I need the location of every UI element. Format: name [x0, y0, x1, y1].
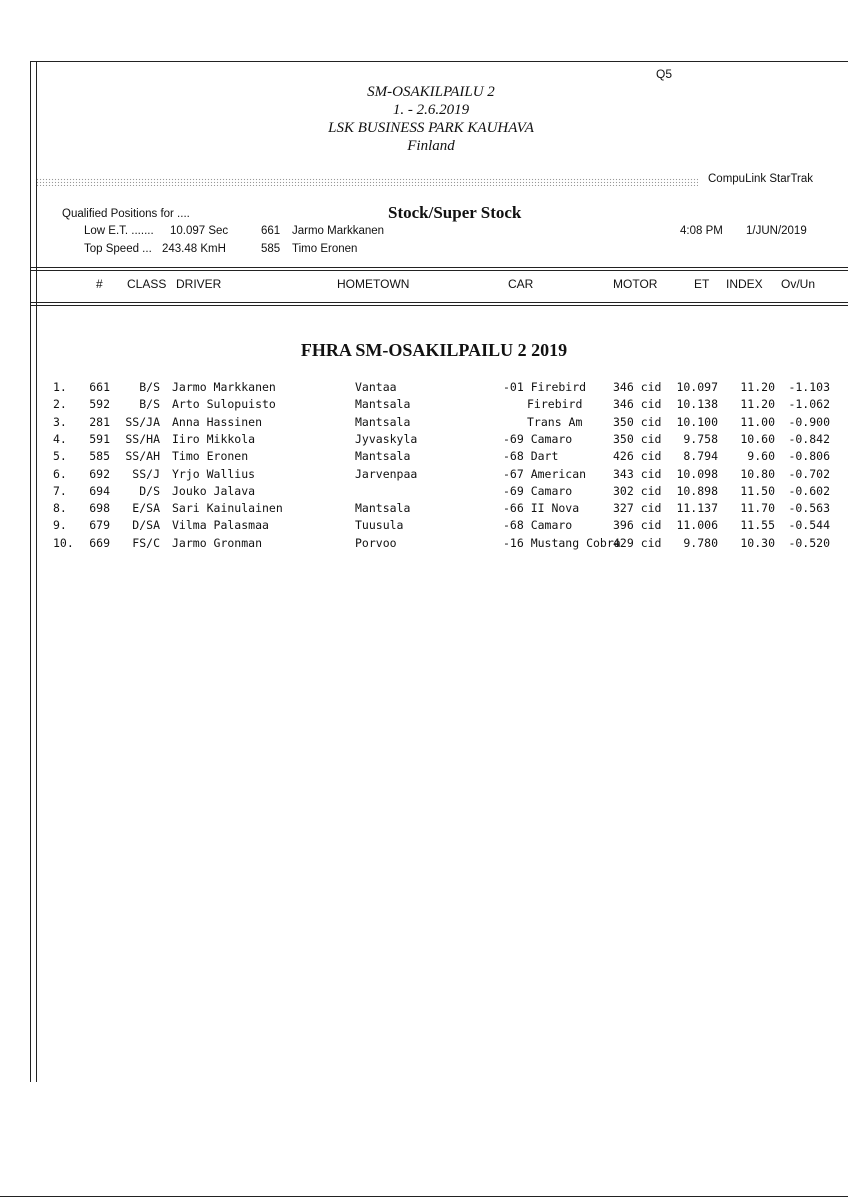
cell-car: Trans Am — [527, 414, 583, 429]
cell-motor: 302 cid — [613, 483, 662, 498]
cell-car: -68 Camaro — [503, 518, 573, 533]
cell-number: 591 — [89, 431, 110, 446]
cell-hometown: Jarvenpaa — [355, 466, 418, 481]
cell-number: 679 — [89, 518, 110, 533]
cell-number: 669 — [89, 535, 110, 550]
cell-ovun: -0.806 — [788, 449, 830, 464]
cell-position: 10. — [53, 535, 74, 550]
table-row — [0, 518, 848, 535]
cell-et: 10.138 — [676, 397, 718, 412]
col-number: # — [96, 277, 103, 291]
cell-position: 6. — [53, 466, 67, 481]
low-et-value: 10.097 Sec — [170, 225, 229, 237]
cell-class: SS/JA — [125, 414, 160, 429]
cell-hometown: Mantsala — [355, 449, 411, 464]
bottom-border — [0, 1196, 848, 1197]
cell-motor: 350 cid — [613, 431, 662, 446]
category-title: Stock/Super Stock — [388, 203, 522, 222]
cell-car: -69 Camaro — [503, 483, 573, 498]
table-row — [0, 415, 848, 432]
col-hometown: HOMETOWN — [337, 277, 410, 291]
cell-motor: 346 cid — [613, 397, 662, 412]
top-speed-label: Top Speed ... — [84, 243, 152, 255]
col-driver: DRIVER — [176, 277, 222, 291]
col-car: CAR — [508, 277, 534, 291]
cell-number: 698 — [89, 501, 110, 516]
cell-hometown: Mantsala — [355, 414, 411, 429]
cell-ovun: -0.900 — [788, 414, 830, 429]
cell-index: 11.20 — [740, 397, 775, 412]
cell-motor: 346 cid — [613, 380, 662, 394]
system-label: CompuLink StarTrak — [708, 173, 814, 185]
cell-position: 2. — [53, 397, 67, 412]
cell-ovun: -0.563 — [788, 501, 830, 516]
col-index: INDEX — [726, 277, 763, 291]
cell-index: 9.60 — [747, 449, 775, 464]
cell-motor: 343 cid — [613, 466, 662, 481]
cell-position: 3. — [53, 414, 67, 429]
cell-position: 1. — [53, 380, 67, 394]
cell-class: FS/C — [132, 535, 160, 550]
cell-position: 7. — [53, 483, 67, 498]
cell-driver: Jouko Jalava — [172, 483, 256, 498]
table-row — [0, 432, 848, 449]
cell-car: -67 American — [503, 466, 587, 481]
cell-class: B/S — [139, 380, 160, 394]
cell-car: -16 Mustang Cobra — [503, 535, 621, 550]
cell-class: SS/AH — [125, 449, 160, 464]
cell-index: 11.50 — [740, 483, 775, 498]
cell-car: -68 Dart — [503, 449, 559, 464]
report-time: 4:08 PM — [680, 225, 723, 237]
cell-et: 10.098 — [676, 466, 718, 481]
event-dates: 1. - 2.6.2019 — [392, 102, 470, 118]
header-rule-top — [30, 267, 848, 268]
cell-index: 10.30 — [740, 535, 775, 550]
cell-position: 4. — [53, 431, 67, 446]
event-venue: LSK BUSINESS PARK KAUHAVA — [328, 120, 534, 136]
cell-driver: Vilma Palasmaa — [172, 518, 269, 533]
cell-driver: Jarmo Gronman — [172, 535, 263, 550]
cell-class: D/SA — [132, 518, 160, 533]
cell-et: 8.794 — [683, 449, 718, 464]
cell-index: 11.55 — [740, 518, 775, 533]
col-class: CLASS — [127, 277, 167, 291]
cell-class: B/S — [139, 397, 160, 412]
table-row — [0, 501, 848, 518]
table-row — [0, 536, 848, 553]
cell-hometown: Tuusula — [355, 518, 404, 533]
cell-hometown: Mantsala — [355, 501, 411, 516]
cell-hometown: Porvoo — [355, 535, 397, 550]
low-et-driver: Jarmo Markkanen — [292, 225, 385, 237]
cell-class: SS/HA — [125, 431, 160, 446]
event-country: Finland — [407, 138, 455, 154]
cell-ovun: -1.103 — [788, 380, 830, 394]
qualified-label: Qualified Positions for .... — [62, 208, 190, 220]
table-row — [0, 380, 848, 397]
low-et-number: 661 — [261, 225, 281, 237]
cell-motor: 426 cid — [613, 449, 662, 464]
cell-ovun: -0.544 — [788, 518, 830, 533]
inner-left-border — [36, 62, 37, 1082]
header-rule-bottom-2 — [30, 305, 848, 306]
cell-et: 11.006 — [676, 518, 718, 533]
event-header — [0, 83, 848, 155]
cell-position: 5. — [53, 449, 67, 464]
cell-hometown: Jyvaskyla — [355, 431, 418, 446]
cell-index: 11.00 — [740, 414, 775, 429]
top-speed-number: 585 — [261, 243, 281, 255]
cell-car: Firebird — [527, 397, 583, 412]
event-title: SM-OSAKILPAILU 2 — [367, 84, 495, 100]
results-title: FHRA SM-OSAKILPAILU 2 2019 — [300, 340, 568, 360]
cell-number: 585 — [89, 449, 110, 464]
cell-number: 661 — [89, 380, 110, 394]
cell-et: 10.097 — [676, 380, 718, 394]
cell-motor: 327 cid — [613, 501, 662, 516]
col-ovun: Ov/Un — [781, 277, 816, 291]
cell-car: -01 Firebird — [503, 380, 587, 394]
header-rule-top-2 — [30, 270, 848, 271]
cell-ovun: -0.842 — [788, 431, 830, 446]
cell-index: 10.60 — [740, 431, 775, 446]
cell-et: 9.780 — [683, 535, 718, 550]
col-et: ET — [694, 277, 710, 291]
cell-car: -69 Camaro — [503, 431, 573, 446]
outer-left-border — [30, 62, 31, 1082]
cell-class: E/SA — [132, 501, 160, 516]
cell-index: 11.20 — [740, 380, 775, 394]
cell-position: 9. — [53, 518, 67, 533]
cell-driver: Sari Kainulainen — [172, 501, 283, 516]
cell-ovun: -1.062 — [788, 397, 830, 412]
cell-number: 281 — [89, 414, 110, 429]
cell-motor: 396 cid — [613, 518, 662, 533]
cell-hometown: Mantsala — [355, 397, 411, 412]
cell-hometown: Vantaa — [355, 380, 397, 394]
table-row — [0, 449, 848, 466]
cell-ovun: -0.520 — [788, 535, 830, 550]
cell-class: D/S — [139, 483, 160, 498]
cell-driver: Yrjo Wallius — [172, 466, 256, 481]
cell-car: -66 II Nova — [503, 501, 580, 516]
cell-et: 10.898 — [676, 483, 718, 498]
cell-driver: Anna Hassinen — [172, 414, 263, 429]
cell-index: 10.80 — [740, 466, 775, 481]
cell-driver: Arto Sulopuisto — [172, 397, 276, 412]
cell-index: 11.70 — [740, 501, 775, 516]
cell-et: 11.137 — [676, 501, 718, 516]
top-speed-value: 243.48 KmH — [162, 243, 226, 255]
top-border — [30, 61, 848, 62]
cell-position: 8. — [53, 501, 67, 516]
cell-number: 592 — [89, 397, 110, 412]
top-speed-driver: Timo Eronen — [292, 243, 358, 255]
cell-driver: Jarmo Markkanen — [172, 380, 276, 394]
cell-driver: Iiro Mikkola — [172, 431, 256, 446]
col-motor: MOTOR — [613, 277, 658, 291]
cell-class: SS/J — [132, 466, 160, 481]
page-code: Q5 — [656, 67, 673, 81]
low-et-label: Low E.T. ....... — [84, 225, 154, 237]
table-row — [0, 484, 848, 501]
cell-motor: 429 cid — [613, 535, 662, 550]
cell-ovun: -0.602 — [788, 483, 830, 498]
dotted-separator — [36, 178, 698, 186]
cell-et: 10.100 — [676, 414, 718, 429]
cell-number: 692 — [89, 466, 110, 481]
header-rule-bottom — [30, 302, 848, 303]
cell-ovun: -0.702 — [788, 466, 830, 481]
cell-motor: 350 cid — [613, 414, 662, 429]
cell-driver: Timo Eronen — [172, 449, 249, 464]
cell-et: 9.758 — [683, 431, 718, 446]
cell-number: 694 — [89, 483, 110, 498]
table-row — [0, 397, 848, 414]
report-date: 1/JUN/2019 — [746, 225, 807, 237]
table-row — [0, 467, 848, 484]
